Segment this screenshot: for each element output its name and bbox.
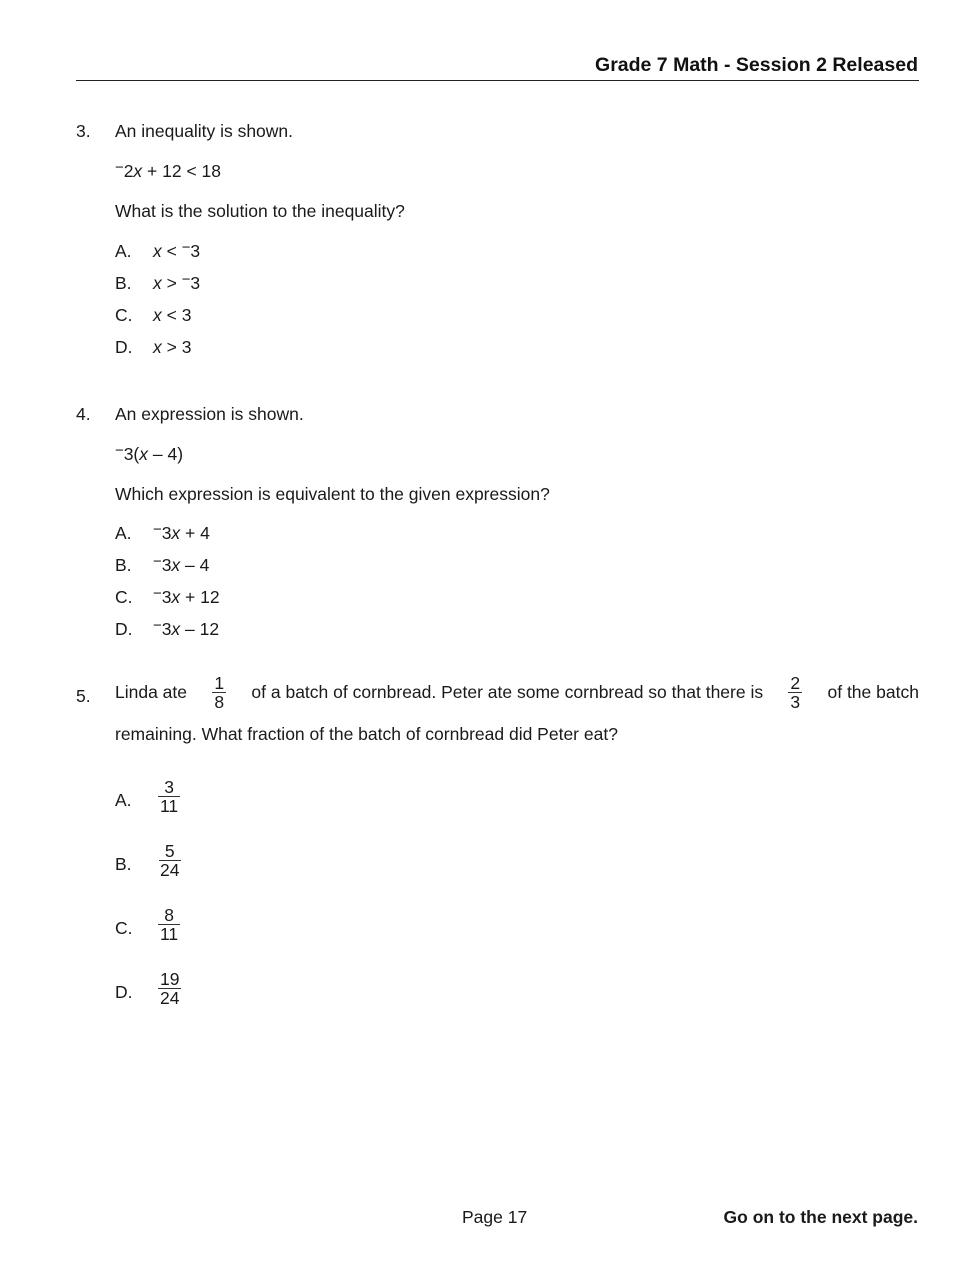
answer-option-a[interactable]: A. x < −3	[115, 239, 201, 261]
page-number: Page 17	[462, 1207, 528, 1227]
question-number: 4.	[76, 404, 91, 424]
answer-option-a[interactable]: A. −3x + 4	[115, 521, 210, 543]
answer-option-b[interactable]: B. −3x – 4	[115, 553, 210, 575]
question-text: Which expression is equivalent to the given expression?	[115, 484, 550, 504]
inequality-expression: −2x + 12 < 18	[115, 159, 221, 181]
answer-option-c[interactable]: C. −3x + 12	[115, 585, 220, 607]
answer-option-b[interactable]: B. x > −3	[115, 271, 201, 293]
next-page-notice: Go on to the next page.	[723, 1207, 918, 1227]
fraction-one-eighth: $\frac{1}{8}$	[214, 673, 225, 713]
question-number: 3.	[76, 121, 91, 141]
page-header-title: Grade 7 Math - Session 2 Released	[595, 54, 918, 76]
question-number: 5.	[76, 686, 91, 706]
header-divider	[76, 80, 919, 81]
question-text: What is the solution to the inequality?	[115, 201, 405, 221]
question-prompt: An expression is shown.	[115, 404, 304, 424]
question-prompt: An inequality is shown.	[115, 121, 294, 141]
answer-option-c[interactable]: C. x < 3	[115, 305, 192, 325]
given-expression: −3(x – 4)	[115, 442, 184, 464]
fraction-two-thirds: $\frac{2}{3}$	[790, 673, 801, 713]
question-text-line-1: Linda ate $\frac{1}{8}$ of a batch of cornbread. Peter ate some cornbread so that there is $\frac{2}{3}$ of the batch	[115, 673, 919, 713]
answer-option-d[interactable]: D. −3x – 12	[115, 617, 220, 639]
question-text-line-2: remaining. What fraction of the batch of cornbread did Peter eat?	[115, 724, 618, 744]
answer-option-d[interactable]: D. x > 3	[115, 337, 192, 357]
